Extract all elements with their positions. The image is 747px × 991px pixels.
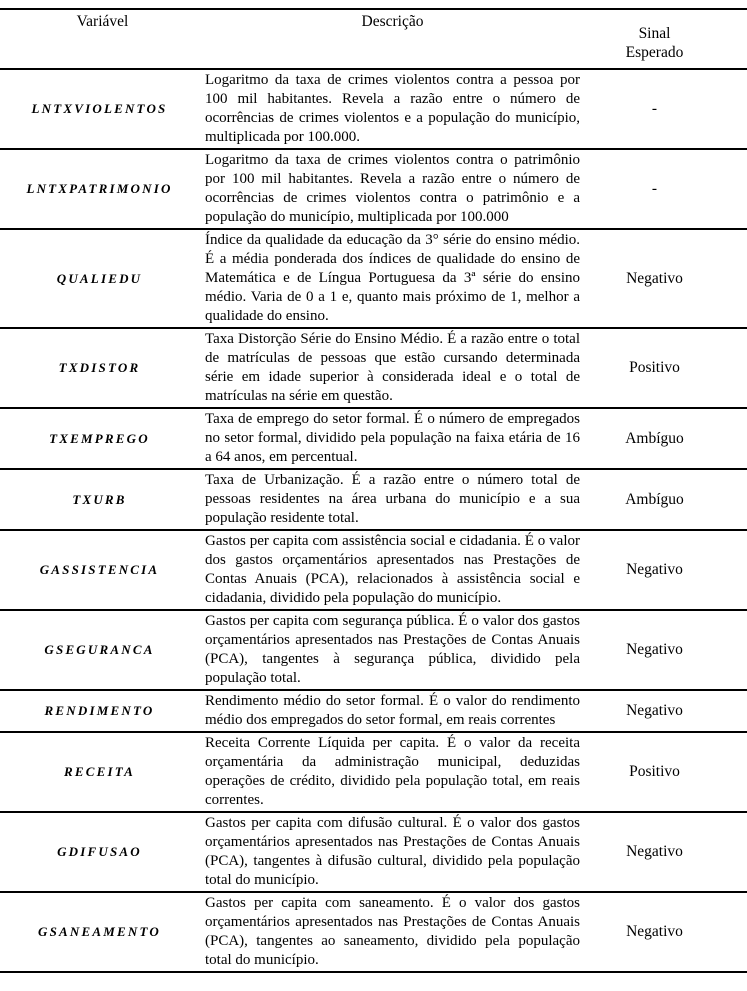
signal-cell: Ambíguo xyxy=(625,429,684,447)
signal-cell: Ambíguo xyxy=(625,490,684,508)
description-cell: Gastos per capita com segurança pública. É o valor dos gastos orçamentários apresentados nas Prestações de Contas Anuais (PCA), tangentes à segurança pública, dividido pela população total. xyxy=(205,613,580,686)
table-row xyxy=(0,530,747,610)
description-cell: Logaritmo da taxa de crimes violentos contra o patrimônio por 100 mil habitantes. Revela a razão entre o número de ocorrências de crimes violentos contra o patrimônio e a população do município, multiplicada por 100.000 xyxy=(205,152,580,225)
table-row xyxy=(0,469,747,530)
table-header xyxy=(0,9,747,69)
table-row xyxy=(0,732,747,812)
signal-cell: Negativo xyxy=(626,269,683,287)
signal-cell: Negativo xyxy=(626,843,683,860)
description-cell: Gastos per capita com assistência social e cidadania. É o valor dos gastos orçamentários apresentados nas Prestações de Contas Anuais (PCA), relacionados à assistência social e cidadania, dividido pela população do município. xyxy=(205,533,580,606)
description-cell: Rendimento médio do setor formal. É o valor do rendimento médio dos empregados do setor formal, em reais correntes xyxy=(205,693,580,728)
variable-cell: RENDIMENTO xyxy=(44,703,155,718)
signal-cell: - xyxy=(651,100,658,117)
description-cell: Receita Corrente Líquida per capita. É o valor da receita orçamentária da administração municipal, deduzidas operações de crédito, dividido pela população total, em reais correntes. xyxy=(205,735,580,808)
table-row xyxy=(0,328,747,408)
header-description: Descrição xyxy=(205,9,580,69)
variable-cell: GSANEAMENTO xyxy=(38,924,161,939)
table-row xyxy=(0,610,747,690)
description-cell: Gastos per capita com saneamento. É o valor dos gastos orçamentários apresentados nas Prestações de Contas Anuais (PCA), tangentes ao saneamento, dividido pela população total do município. xyxy=(205,895,580,968)
variable-cell: RECEITA xyxy=(63,764,136,779)
variable-cell: TXEMPREGO xyxy=(49,430,150,446)
table-row xyxy=(0,149,747,229)
description-cell: Taxa de emprego do setor formal. É o número de empregados no setor formal, dividido pela população na faixa etária de 16 a 64 anos, em percentual. xyxy=(205,411,580,465)
table-row xyxy=(0,690,747,732)
table-row xyxy=(0,812,747,892)
variable-cell: QUALIEDU xyxy=(56,270,143,286)
signal-cell: Positivo xyxy=(629,763,680,780)
variable-cell: GASSISTENCIA xyxy=(39,562,160,577)
variable-cell: GDIFUSAO xyxy=(57,844,142,859)
header-signal-label: Sinal Esperado xyxy=(625,25,684,61)
description-cell: Gastos per capita com difusão cultural. É o valor dos gastos orçamentários apresentados nas Prestações de Contas Anuais (PCA), tangentes à difusão cultural, dividido pela população total do município. xyxy=(205,815,580,888)
variable-cell: GSEGURANCA xyxy=(44,642,155,657)
variables-table xyxy=(0,8,747,973)
table-row xyxy=(0,69,747,149)
header-variable: Variável xyxy=(0,9,205,69)
description-cell: Taxa de Urbanização. É a razão entre o número total de pessoas residentes na área urbana do município e a sua população residente total. xyxy=(205,472,580,526)
variable-cell: TXURB xyxy=(72,491,127,507)
signal-cell: Negativo xyxy=(626,923,683,940)
signal-cell: Negativo xyxy=(626,561,683,578)
header-row xyxy=(0,9,747,69)
table-body xyxy=(0,69,747,972)
variable-cell: TXDISTOR xyxy=(58,360,141,375)
table-row xyxy=(0,229,747,328)
table-row xyxy=(0,408,747,469)
signal-cell: Negativo xyxy=(626,702,683,719)
signal-cell: - xyxy=(651,180,658,197)
description-cell: Índice da qualidade da educação da 3° série do ensino médio. É a média ponderada dos índices de qualidade do ensino de Matemática e de Língua Portuguesa da 3ª série do ensino médio. Varia de 0 a 1 e, quanto mais próximo de 1, melhor a qualidade do ensino. xyxy=(205,232,580,324)
variable-cell: LNTXVIOLENTOS xyxy=(31,101,168,116)
signal-cell: Negativo xyxy=(626,641,683,658)
description-cell: Logaritmo da taxa de crimes violentos contra a pessoa por 100 mil habitantes. Revela a razão entre o número de ocorrências de crimes violentos e a população do município, multiplicada por 100.000. xyxy=(205,72,580,145)
table-row xyxy=(0,892,747,972)
signal-cell: Positivo xyxy=(629,359,680,376)
header-signal xyxy=(580,9,747,69)
description-cell: Taxa Distorção Série do Ensino Médio. É a razão entre o total de matrículas de pessoas que estão cursando determinada série em idade superior à considerada ideal e o total de matrículas na série em questão. xyxy=(205,331,580,404)
variable-cell: LNTXPATRIMONIO xyxy=(26,181,173,196)
